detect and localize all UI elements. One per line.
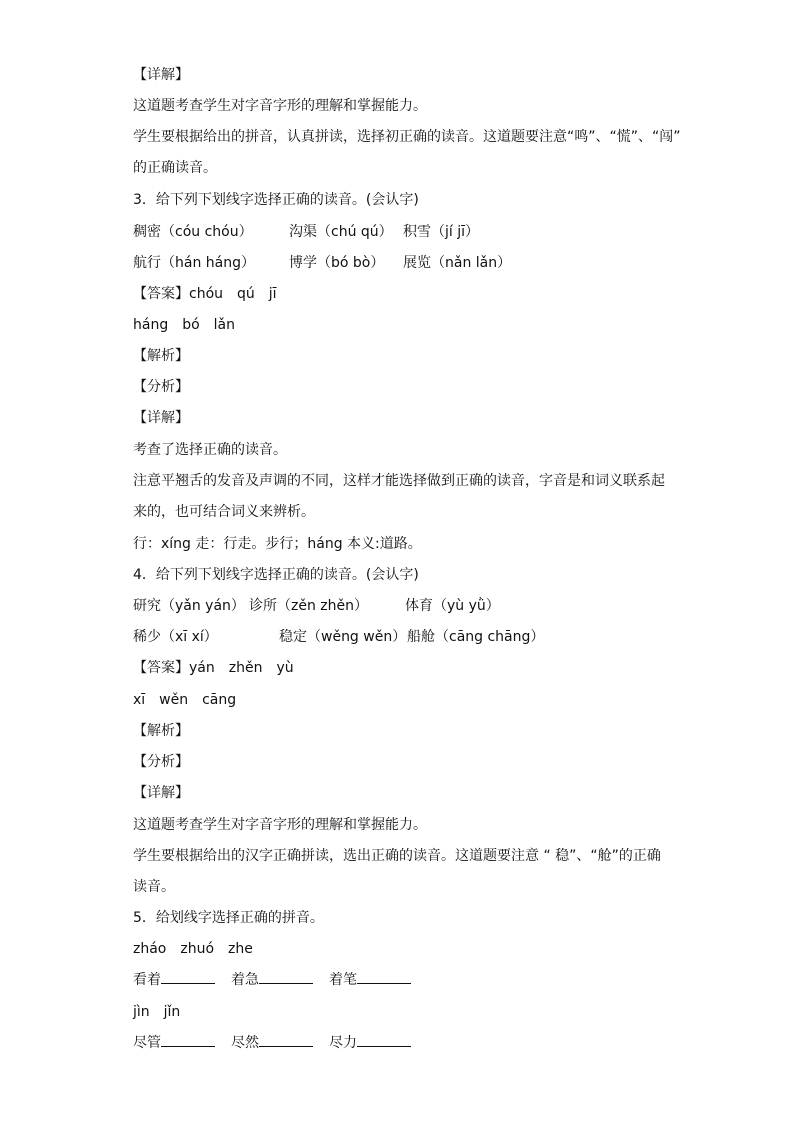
word-option: 稠密（cóu chóu） [133,224,253,240]
answer-blank[interactable] [259,1045,313,1047]
paragraph: 学生要根据给出的拼音，认真拼读，选择初正确的读音。这道题要注意“鸣”、“慌”、“闯” [133,129,681,145]
paragraph: 注意平翘舌的发音及声调的不同，这样才能选择做到正确的读音，字音是和词义联系起 [133,473,665,489]
pinyin-options: zháo zhuó zhe [133,941,253,957]
answer-line: 【答案】yán zhěn yù [133,660,294,676]
answer-blank[interactable] [259,982,313,984]
paragraph: 的正确读音。 [133,160,217,176]
word-option: 稳定（wěng wěn） [279,629,407,645]
paragraph: 学生要根据给出的汉字正确拼读，选出正确的读音。这道题要注意 “ 稳”、“舱”的正确 [133,848,661,864]
blank-word: 着笔 [329,972,357,988]
question-4-row-1 [133,594,500,618]
question-3-title: 3．给下列下划线字选择正确的读音。(会认字) [133,192,419,208]
word-option: 航行（hán háng） [133,255,255,271]
paragraph: 行：xíng 走：行走。步行；háng 本义:道路。 [133,536,422,552]
answer-blank[interactable] [161,982,215,984]
section-heading-analysis: 【解析】 [133,723,189,739]
word-option: 积雪（jí jī） [403,224,480,240]
blank-word: 尽力 [329,1035,357,1051]
section-heading-breakdown: 【分析】 [133,379,189,395]
section-heading-breakdown: 【分析】 [133,754,189,770]
paragraph: 这道题考查学生对字音字形的理解和掌握能力。 [133,817,427,833]
answer-blank[interactable] [357,1045,411,1047]
answer-line: xī wěn cāng [133,692,237,708]
question-3-row-1 [133,220,479,244]
question-4-row-2 [133,625,544,649]
word-option: 博学（bó bò） [289,255,385,271]
section-heading-detail: 【详解】 [133,67,189,83]
word-option: 研究（yǎn yán） [133,598,245,614]
word-option: 体育（yù yǜ） [405,598,500,614]
answer-line: háng bó lǎn [133,317,236,333]
fill-blank-row-1 [133,968,427,992]
blank-word: 着急 [231,972,259,988]
paragraph: 读音。 [133,879,175,895]
blank-word: 尽管 [133,1035,161,1051]
question-5-title: 5．给划线字选择正确的拼音。 [133,910,324,926]
section-heading-analysis: 【解析】 [133,348,189,364]
answer-blank[interactable] [161,1045,215,1047]
blank-word: 尽然 [231,1035,259,1051]
word-option: 展览（nǎn lǎn） [403,255,512,271]
word-option: 船舱（cāng chāng） [407,629,545,645]
blank-word: 看着 [133,972,161,988]
section-heading-detail: 【详解】 [133,785,189,801]
answer-blank[interactable] [357,982,411,984]
question-4-title: 4．给下列下划线字选择正确的读音。(会认字) [133,567,419,583]
fill-blank-row-2 [133,1031,427,1055]
word-option: 诊所（zěn zhěn） [249,598,368,614]
word-option: 稀少（xī xí） [133,629,218,645]
question-3-row-2 [133,251,511,275]
paragraph: 来的，也可结合词义来辨析。 [133,504,315,520]
answer-line: 【答案】chóu qú jī [133,286,277,302]
word-option: 沟渠（chú qú） [289,224,393,240]
section-heading-detail: 【详解】 [133,410,189,426]
paragraph: 考查了选择正确的读音。 [133,442,287,458]
pinyin-options: jìn jǐn [133,1004,181,1020]
paragraph: 这道题考查学生对字音字形的理解和掌握能力。 [133,98,427,114]
